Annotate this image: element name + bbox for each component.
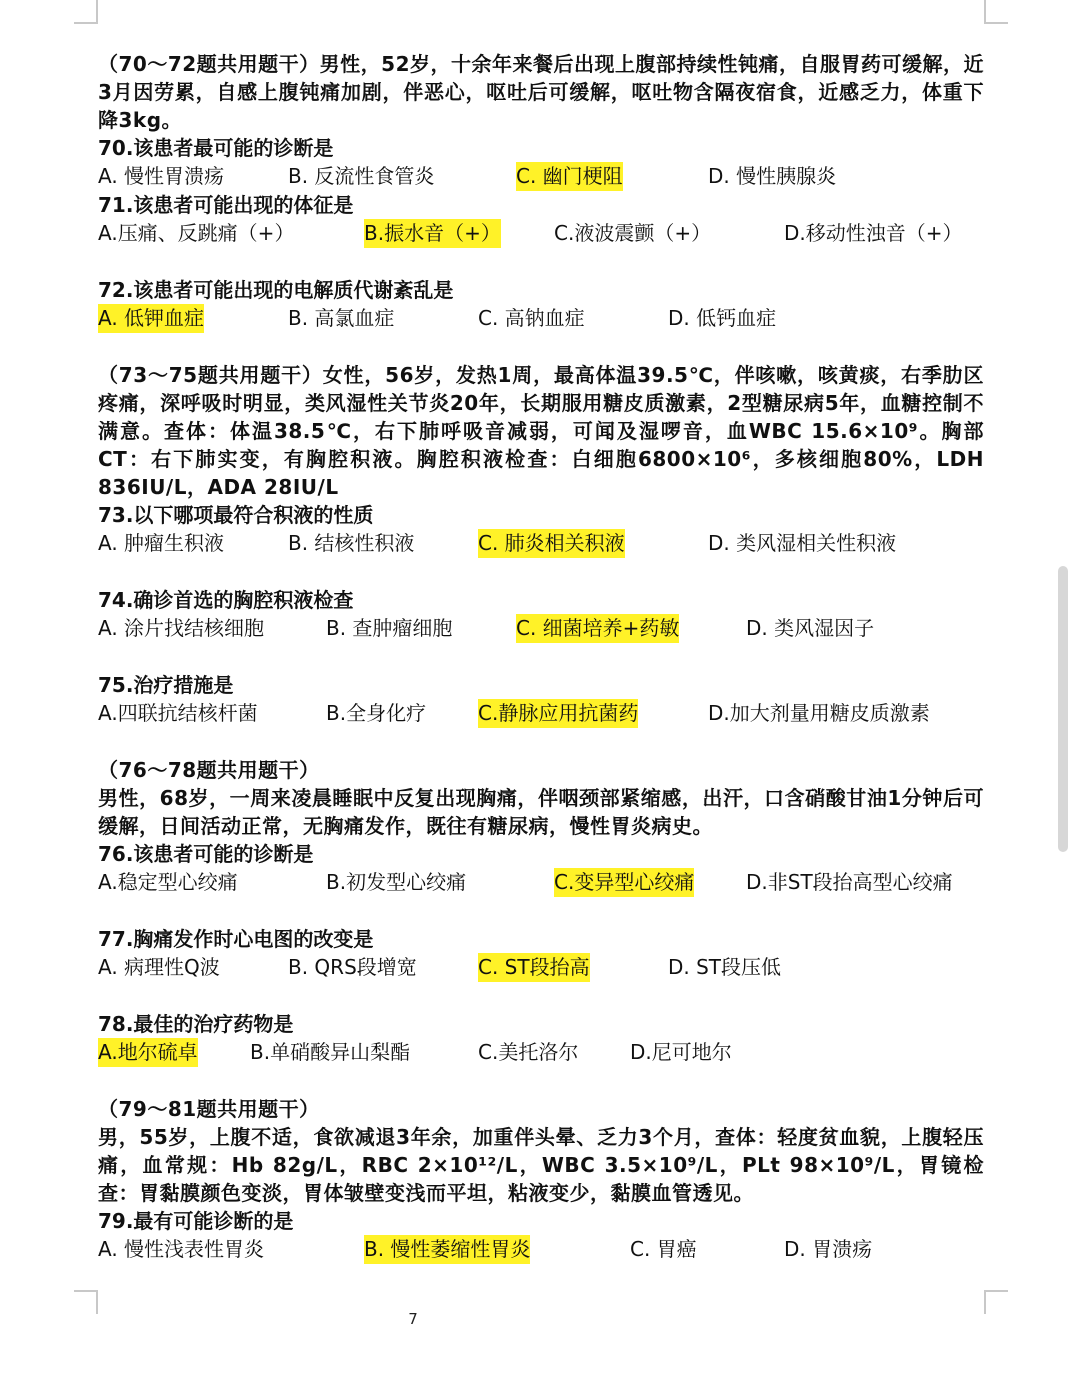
option-a: A. 病理性Q波 — [98, 955, 220, 979]
option-b-answer: B. 慢性萎缩性胃炎 — [364, 1235, 530, 1264]
case-stem: 男，55岁，上腹不适，食欲减退3年余，加重伴头晕、乏力3个月，查体：轻度贫血貌，上腹轻压痛，血常规：Hb 82g/L，RBC 2×10¹²/L，WBC 3.5×10⁹/L，PLt 98×10⁹/L，胃镜检查：胃黏膜颜色变淡，胃体皱壁变浅而平坦，粘液变少，黏膜血管透见。 — [98, 1125, 984, 1205]
option-row — [98, 529, 984, 558]
option-row — [98, 699, 984, 728]
option-b: B.初发型心绞痛 — [326, 870, 467, 894]
option-a-answer: A.地尔硫卓 — [98, 1038, 198, 1067]
question-text: 79.最有可能诊断的是 — [98, 1209, 294, 1233]
option-d: D.非ST段抬高型心绞痛 — [746, 870, 953, 894]
option-row — [98, 1235, 984, 1264]
option-c: C.美托洛尔 — [478, 1040, 579, 1064]
option-a: A. 慢性浅表性胃炎 — [98, 1237, 265, 1261]
option-a: A. 慢性胃溃疡 — [98, 164, 225, 188]
option-a: A.四联抗结核杆菌 — [98, 701, 258, 725]
option-c: C. 胃癌 — [630, 1237, 697, 1261]
option-a: A.压痛、反跳痛（+） — [98, 221, 295, 245]
option-row — [98, 162, 984, 191]
case-stem-title: （79～81题共用题干） — [98, 1097, 320, 1121]
option-a: A.稳定型心绞痛 — [98, 870, 238, 894]
option-d: D.移动性浊音（+） — [784, 221, 963, 245]
option-c-answer: C. ST段抬高 — [478, 953, 590, 982]
spacer — [98, 558, 984, 586]
option-d: D. 低钙血症 — [668, 306, 777, 330]
option-row — [98, 614, 984, 643]
crop-mark-bottom-right — [984, 1290, 1008, 1314]
option-d: D. 类风湿相关性积液 — [708, 531, 897, 555]
option-row — [98, 219, 984, 248]
option-b: B. 查肿瘤细胞 — [326, 616, 453, 640]
option-row — [98, 1038, 984, 1067]
question-text: 78.最佳的治疗药物是 — [98, 1012, 294, 1036]
option-b: B. 反流性食管炎 — [288, 164, 435, 188]
option-d: D.加大剂量用糖皮质激素 — [708, 701, 930, 725]
spacer — [98, 333, 984, 361]
crop-mark-top-right — [984, 0, 1008, 24]
option-row — [98, 304, 984, 333]
option-c-answer: C.变异型心绞痛 — [554, 868, 694, 897]
option-c-answer: C. 肺炎相关积液 — [478, 529, 625, 558]
spacer — [98, 897, 984, 925]
question-text: 72.该患者可能出现的电解质代谢紊乱是 — [98, 278, 454, 302]
option-d: D. ST段压低 — [668, 955, 782, 979]
option-c-answer: C.静脉应用抗菌药 — [478, 699, 638, 728]
crop-mark-top-left — [74, 0, 98, 24]
question-text: 73.以下哪项最符合积液的性质 — [98, 503, 374, 527]
question-text: 75.治疗措施是 — [98, 673, 234, 697]
spacer — [98, 1067, 984, 1095]
spacer — [98, 982, 984, 1010]
option-d: D. 慢性胰腺炎 — [708, 164, 837, 188]
case-stem: 男性，68岁，一周来凌晨睡眠中反复出现胸痛，伴咽颈部紧缩感，出汗，口含硝酸甘油1分钟后可缓解，日间活动正常，无胸痛发作，既往有糖尿病，慢性胃炎病史。 — [98, 786, 984, 838]
option-b: B.单硝酸异山梨酯 — [250, 1040, 411, 1064]
option-a: A. 涂片找结核细胞 — [98, 616, 265, 640]
option-d: D.尼可地尔 — [630, 1040, 732, 1064]
case-stem: （70～72题共用题干）男性，52岁，十余年来餐后出现上腹部持续性钝痛，自服胃药可缓解，近3月因劳累，自感上腹钝痛加剧，伴恶心，呕吐后可缓解，呕吐物含隔夜宿食，近感乏力，体重下降3kg。 — [98, 52, 984, 132]
option-d: D. 胃溃疡 — [784, 1237, 873, 1261]
question-text: 70.该患者最可能的诊断是 — [98, 136, 334, 160]
question-text: 77.胸痛发作时心电图的改变是 — [98, 927, 374, 951]
spacer — [98, 643, 984, 671]
question-text: 71.该患者可能出现的体征是 — [98, 193, 354, 217]
question-text: 74.确诊首选的胸腔积液检查 — [98, 588, 354, 612]
option-b-answer: B.振水音（+） — [364, 219, 501, 248]
option-row — [98, 868, 984, 897]
crop-mark-bottom-left — [74, 1290, 98, 1314]
page-number: 7 — [408, 1310, 418, 1328]
spacer — [98, 728, 984, 756]
question-text: 76.该患者可能的诊断是 — [98, 842, 314, 866]
question-content — [98, 50, 984, 1264]
option-row — [98, 953, 984, 982]
option-b: B. 结核性积液 — [288, 531, 415, 555]
case-stem-title: （76～78题共用题干） — [98, 758, 320, 782]
option-b: B.全身化疗 — [326, 701, 427, 725]
scrollbar-thumb[interactable] — [1058, 566, 1068, 852]
option-c-answer: C. 细菌培养+药敏 — [516, 614, 679, 643]
option-c: C.液波震颤（+） — [554, 221, 712, 245]
option-c: C. 高钠血症 — [478, 306, 585, 330]
option-c-answer: C. 幽门梗阻 — [516, 162, 623, 191]
case-stem: （73～75题共用题干）女性，56岁，发热1周，最高体温39.5℃，伴咳嗽，咳黄痰，右季肋区疼痛，深呼吸时明显，类风湿性关节炎20年，长期服用糖皮质激素，2型糖尿病5年，血糖控制不满意。查体：体温38.5℃，右下肺呼吸音减弱，可闻及湿啰音，血WBC 15.6×10⁹。胸部CT：右下肺实变，有胸腔积液。胸腔积液检查：白细胞6800×10⁶，多核细胞80%，LDH 836IU/L，ADA 28IU/L — [98, 363, 984, 499]
option-b: B. 高氯血症 — [288, 306, 395, 330]
option-a-answer: A. 低钾血症 — [98, 304, 204, 333]
option-a: A. 肿瘤生积液 — [98, 531, 225, 555]
option-b: B. QRS段增宽 — [288, 955, 417, 979]
spacer — [98, 248, 984, 276]
option-d: D. 类风湿因子 — [746, 616, 875, 640]
